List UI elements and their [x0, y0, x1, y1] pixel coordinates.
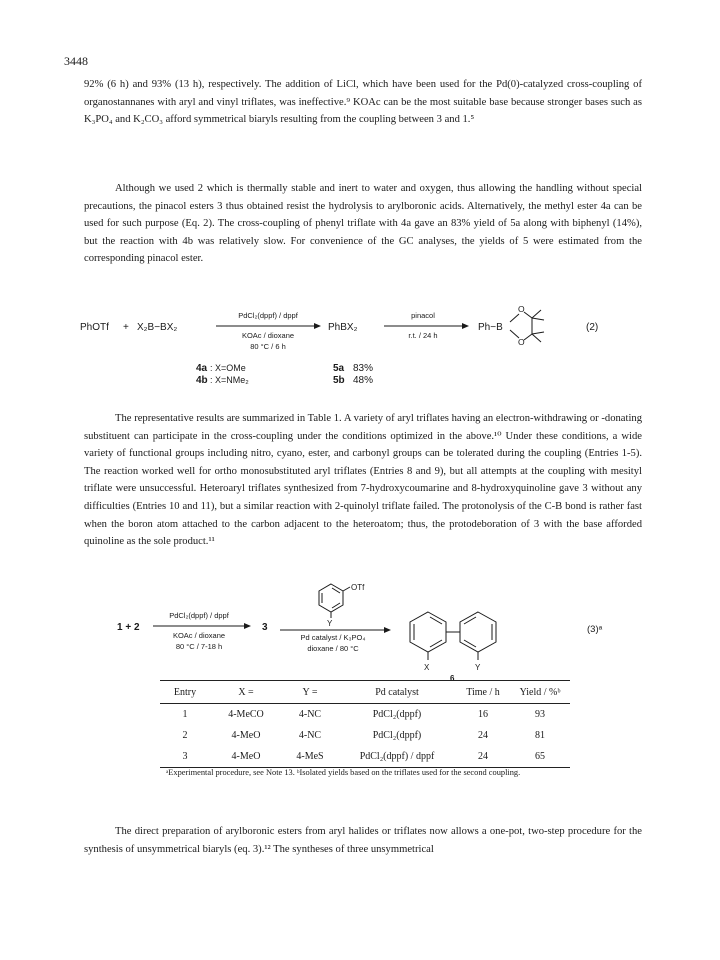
- eq3-cond2-bottom1: Pd catalyst / K₃PO₄: [300, 633, 366, 642]
- paragraph-2: Although we used 2 which is thermally stable and inert to water and oxygen, thus allowing the handling without special precautions, the pinacol esters 3 thus obtained resist the hydrolysis to arylboronic acids. Alternatively, the methyl ester 4a can be used for such purpose (Eq. 2). The cross-coupling of phenyl triflate with 4a gave an 83% yield of 5a along with biphenyl (14%), but the reaction with 4b was relatively slow. For convenience of the GC analyses, the yields of 5 were estimated from the corresponding pinacol ester.: [84, 183, 642, 265]
- cell-y: 4-MeS: [296, 751, 324, 762]
- eq2-sub-b-text: : X=NMe₂: [210, 375, 249, 385]
- cell-x: 4-MeO: [231, 730, 261, 741]
- eq2-product-o2: O: [518, 337, 525, 347]
- eq3-reagent-otf: OTf: [351, 583, 365, 592]
- results-table: [160, 680, 570, 768]
- eq3-reactants: 1 + 2: [117, 622, 140, 633]
- pinacol-ring: [510, 310, 544, 342]
- paragraph-1: 92% (6 h) and 93% (13 h), respectively. The addition of LiCl, which have been used for the Pd(0)-catalyzed cross-coupling of organostannanes with aryl and vinyl triflates, was ineffective.⁹ KOAc can be the most suitable base because stronger bases such as K₃PO₄ and K₂CO₃ afford symmetrical biaryls resulting from the coupling between 3 and 1.⁵: [84, 79, 642, 126]
- eq2-sub-a-label: 4a: [196, 363, 208, 374]
- header-y: Y =: [302, 686, 318, 698]
- paragraph-3: The representative results are summarized in Table 1. A variety of aryl triflates having an electron-withdrawing or -donating substituent can participate in the cross-coupling under the conditions optimized in the above.¹⁰ Under these conditions, a wide variety of functional groups including nitro, cyano, ester, and carbonyl groups can be tolerated during the coupling (Entries 1-5). The reaction worked well for ortho monosubstituted aryl triflates (Entries 8 and 9), but all attempts at the coupling with mesityl triflate were unsuccessful. Heteroaryl triflates synthesized from 7-hydroxycoumarine and 8-hydroxyquinoline gave 3 without any difficulties (Entries 10 and 11), but a similar reaction with 2-quinolyl triflate failed. The protonolysis of the C-B bond is rather fast when the boron atom attached to the carbon adjacent to the heteroatom; thus, the protodeboration of 3 with the base afforded quinoline as the sole product.¹¹: [84, 413, 642, 548]
- cell-time: 24: [478, 751, 488, 762]
- cell-entry: 2: [182, 730, 188, 741]
- cell-yield: 93: [535, 709, 545, 720]
- cell-catalyst: PdCl₂(dppf): [372, 730, 422, 741]
- table-footnote: ᵃExperimental procedure, see Note 13. ᵇIsolated yields based on the triflates used for the second coupling.: [166, 768, 521, 777]
- cell-yield: 81: [535, 730, 545, 741]
- eq3-label: (3)ᵃ: [587, 624, 603, 635]
- header-catalyst: Pd catalyst: [375, 686, 419, 698]
- cell-time: 16: [478, 709, 488, 720]
- cell-yield: 65: [535, 751, 545, 762]
- page-number: 3448: [64, 54, 88, 68]
- eq2-label: (2): [586, 322, 599, 333]
- header-yield: Yield / %ᵇ: [519, 686, 561, 698]
- eq3-cond-bottom1: KOAc / dioxane: [172, 631, 226, 640]
- cell-x: 4-MeCO: [228, 709, 264, 720]
- header-x: X =: [238, 686, 254, 698]
- equation-3: [117, 583, 603, 683]
- aryl-triflate-ring: [319, 584, 350, 618]
- eq2-sub-a-text: : X=OMe: [210, 363, 246, 373]
- table-row: [160, 746, 570, 767]
- table-row: [160, 725, 570, 746]
- eq2-plus: +: [123, 322, 129, 333]
- eq2-cond2-top: pinacol: [411, 311, 435, 320]
- cell-entry: 3: [182, 751, 188, 762]
- table-body: [160, 704, 570, 768]
- eq2-product-o1: O: [518, 304, 525, 314]
- eq2-cond-bottom1: KOAc / dioxane: [241, 331, 295, 340]
- paragraph-4: The direct preparation of arylboronic esters from aryl halides or triflates now allows a one-pot, two-step procedure for the synthesis of unsymmetrical biaryls (eq. 3).¹² The syntheses of three unsymmetrical: [84, 826, 642, 855]
- eq2-product-prefix: Ph−B: [478, 322, 503, 333]
- eq3-intermediate: 3: [262, 622, 268, 633]
- header-time: Time / h: [466, 686, 500, 698]
- cell-time: 24: [478, 730, 488, 741]
- eq2-reactant2: X₂B−BX₂: [137, 322, 178, 333]
- eq3-reagent-y: Y: [327, 619, 333, 628]
- equation-2: [80, 304, 598, 386]
- eq3-cond-top: PdCl₂(dppf) / dppf: [169, 611, 229, 620]
- eq2-cond-top: PdCl₂(dppf) / dppf: [238, 311, 298, 320]
- eq3-cond2-bottom2: dioxane / 80 °C: [307, 644, 359, 653]
- eq2-yield-b-label: 5b: [333, 375, 345, 386]
- eq2-cond-bottom2: 80 °C / 6 h: [250, 342, 286, 351]
- eq2-arrowhead1: [314, 323, 321, 329]
- cell-y: 4-NC: [298, 730, 322, 741]
- eq2-cond2-bottom: r.t. / 24 h: [408, 331, 438, 340]
- cell-y: 4-NC: [298, 709, 322, 720]
- cell-x: 4-MeO: [231, 751, 261, 762]
- eq2-yield-b-value: 48%: [353, 375, 374, 386]
- eq3-product-label: 6: [450, 674, 455, 683]
- eq3-arrowhead2: [384, 627, 391, 633]
- cell-catalyst: PdCl₂(dppf) / dppf: [359, 751, 435, 762]
- eq3-product-y: Y: [475, 663, 481, 672]
- eq2-sub-b-label: 4b: [196, 375, 208, 386]
- eq2-arrowhead2: [462, 323, 469, 329]
- eq2-yield-a-label: 5a: [333, 363, 345, 374]
- eq3-product-x: X: [424, 663, 430, 672]
- eq2-reactant1: PhOTf: [80, 322, 109, 333]
- header-entry: Entry: [173, 686, 197, 698]
- cell-entry: 1: [182, 709, 188, 720]
- table-header: [160, 680, 570, 704]
- biaryl-product: [410, 612, 496, 660]
- eq3-cond-bottom2: 80 °C / 7-18 h: [175, 642, 223, 651]
- table-row: [160, 704, 570, 725]
- cell-catalyst: PdCl₂(dppf): [372, 709, 422, 720]
- eq2-yield-a-value: 83%: [353, 363, 374, 374]
- eq3-arrowhead1: [244, 623, 251, 629]
- eq2-intermediate: PhBX₂: [328, 322, 358, 333]
